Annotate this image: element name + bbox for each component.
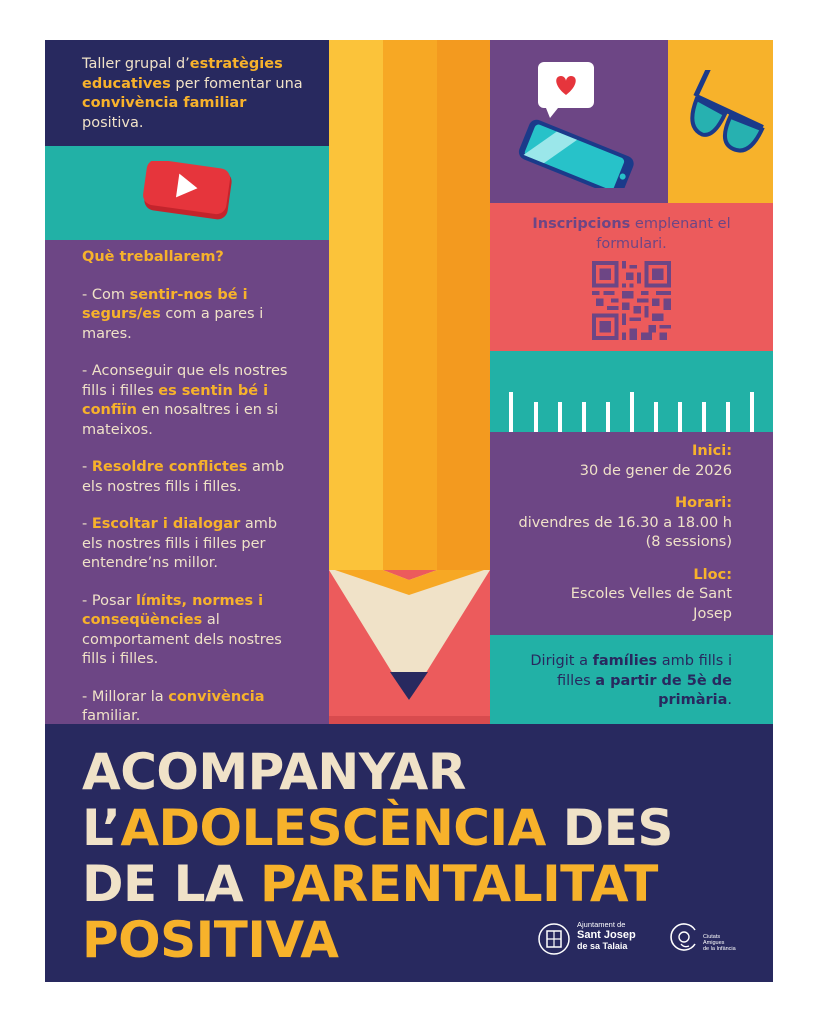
phone-panel xyxy=(490,40,668,203)
start-label: Inici: xyxy=(691,443,732,459)
council-logo xyxy=(537,920,647,960)
work-item: - Posar límits, normes i conseqüències al comportament dels nostres fills i filles. xyxy=(82,592,282,667)
qr-code-icon[interactable] xyxy=(592,261,671,340)
audience-text: Dirigit a famílies amb fills i filles a partir de 5è de primària. xyxy=(530,653,732,708)
page-title: ACOMPANYAR L’ADOLESCÈNCIA DES DE LA PARENTALITAT POSITIVA xyxy=(82,743,673,969)
cai-line3: de la Infància xyxy=(703,946,736,952)
schedule-sessions: (8 sessions) xyxy=(645,534,732,550)
work-item: - Com sentir-nos bé i segurs/es com a pares i mares. xyxy=(82,286,264,342)
council-line1: Ajuntament de xyxy=(577,920,626,929)
intro-text: Taller grupal d’estratègies educatives per fomentar una convivència familiar positiva. xyxy=(82,56,303,131)
schedule-label: Horari: xyxy=(675,495,732,511)
ruler-panel xyxy=(490,351,773,432)
details-panel xyxy=(490,432,773,635)
work-item: - Resoldre conflictes amb els nostres fills i filles. xyxy=(82,459,285,495)
council-line2: Sant Josep xyxy=(577,929,636,941)
work-item: - Escoltar i dialogar amb els nostres fills i filles per entendre’ns millor. xyxy=(82,516,278,571)
title-panel xyxy=(45,724,773,982)
audience-panel xyxy=(490,635,773,724)
place-value: Escoles Velles de Sant Josep xyxy=(570,586,732,622)
council-line3: de sa Talaia xyxy=(577,941,628,951)
sunglasses-icon xyxy=(680,70,765,180)
ruler-ticks xyxy=(490,351,773,432)
work-heading: Què treballarem? xyxy=(82,249,224,265)
glasses-panel xyxy=(668,40,773,203)
pencil-illustration xyxy=(329,40,490,724)
intro-panel xyxy=(45,40,329,146)
inscription-panel xyxy=(490,203,773,351)
child-friendly-city-icon xyxy=(667,920,701,954)
council-crest-icon xyxy=(537,922,571,956)
work-item: - Millorar la convivència familiar. xyxy=(82,688,265,724)
video-panel xyxy=(45,146,329,240)
child-friendly-city-logo xyxy=(667,920,767,960)
work-item: - Aconseguir que els nostres fills i filles es sentin bé i confiïn en nosaltres i en si mateixos. xyxy=(82,363,288,438)
smartphone-heart-icon xyxy=(510,58,640,188)
cai-line2: Amigues xyxy=(703,940,725,946)
cai-line1: Ciutats xyxy=(703,934,721,940)
place-label: Lloc: xyxy=(693,566,732,583)
schedule-value: divendres de 16.30 a 18.00 h xyxy=(518,514,732,531)
start-value: 30 de gener de 2026 xyxy=(579,462,732,479)
play-button-icon xyxy=(140,161,236,221)
inscription-text: Inscripcions emplenant el formulari. xyxy=(532,216,731,252)
work-panel xyxy=(45,240,329,724)
